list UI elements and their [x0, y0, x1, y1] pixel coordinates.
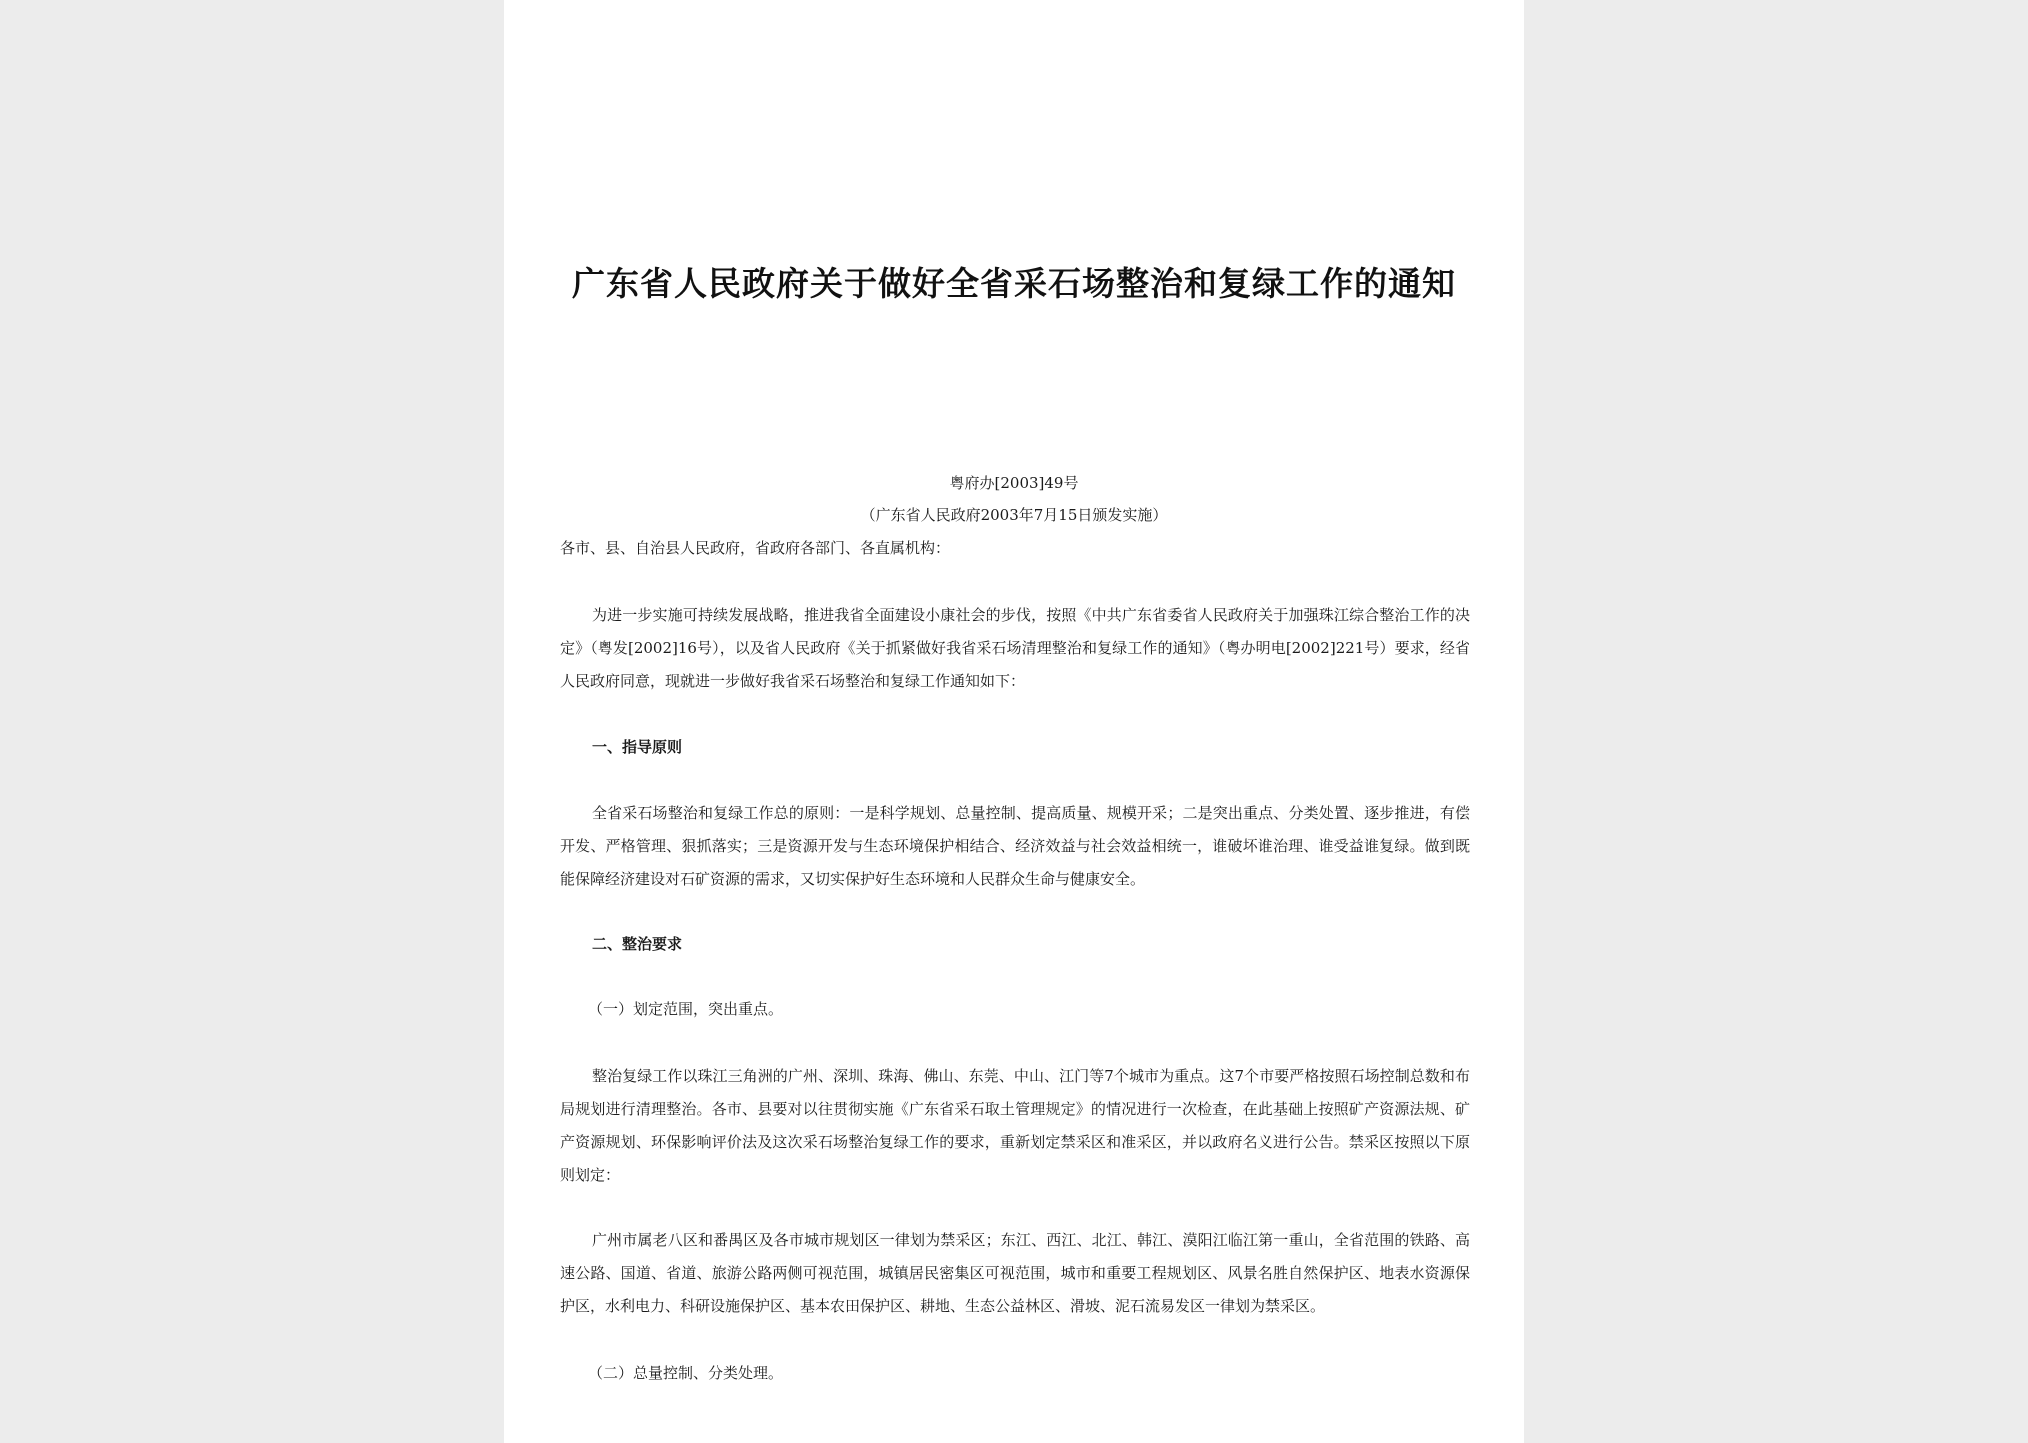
section-heading-guiding-principles: 一、指导原则 — [592, 738, 683, 756]
subsection-heading-scope: （一）划定范围，突出重点。 — [588, 1000, 784, 1018]
scope-paragraph: 整治复绿工作以珠江三角洲的广州、深圳、珠海、佛山、东莞、中山、江门等7个城市为重点。这7个市要严格按照石场控制总数和布局规划进行清理整治。各市、县要对以往贯彻实施《广东省采石取土管理规定》的情况进行一次检查，在此基础上按照矿产资源法规、矿产资源规划、环保影响评价法及这次采石场整治复绿工作的要求，重新划定禁采区和准采区，并以政府名义进行公告。禁采区按照以下原则划定： — [560, 1067, 1470, 1184]
addressee-line: 各市、县、自治县人民政府，省政府各部门、各直属机构： — [560, 539, 951, 557]
section-heading-requirements: 二、整治要求 — [592, 935, 683, 953]
prohibited-zones-paragraph: 广州市属老八区和番禺区及各市城市规划区一律划为禁采区；东江、西江、北江、韩江、漠阳江临江第一重山，全省范围的铁路、高速公路、国道、省道、旅游公路两侧可视范围，城镇居民密集区可视范围，城市和重要工程规划区、风景名胜自然保护区、地表水资源保护区，水利电力、科研设施保护区、基本农田保护区、耕地、生态公益林区、滑坡、泥石流易发区一律划为禁采区。 — [560, 1231, 1470, 1315]
subsection-heading-total-control: （二）总量控制、分类处理。 — [588, 1364, 784, 1382]
issue-note: （广东省人民政府2003年7月15日颁发实施） — [860, 506, 1168, 524]
guiding-principles-paragraph: 全省采石场整治和复绿工作总的原则：一是科学规划、总量控制、提高质量、规模开采；二是突出重点、分类处置、逐步推进，有偿开发、严格管理、狠抓落实；三是资源开发与生态环境保护相结合、经济效益与社会效益相统一，谁破坏谁治理、谁受益谁复绿。做到既能保障经济建设对石矿资源的需求，又切实保护好生态环境和人民群众生命与健康安全。 — [560, 804, 1470, 888]
intro-paragraph: 为进一步实施可持续发展战略，推进我省全面建设小康社会的步伐，按照《中共广东省委省人民政府关于加强珠江综合整治工作的决定》（粤发[2002]16号），以及省人民政府《关于抓紧做好我省采石场清理整治和复绿工作的通知》（粤办明电[2002]221号）要求，经省人民政府同意，现就进一步做好我省采石场整治和复绿工作通知如下： — [560, 606, 1470, 690]
document-page — [504, 0, 1524, 1443]
document-title: 广东省人民政府关于做好全省采石场整治和复绿工作的通知 — [572, 264, 1456, 303]
document-number: 粤府办[2003]49号 — [949, 474, 1079, 492]
